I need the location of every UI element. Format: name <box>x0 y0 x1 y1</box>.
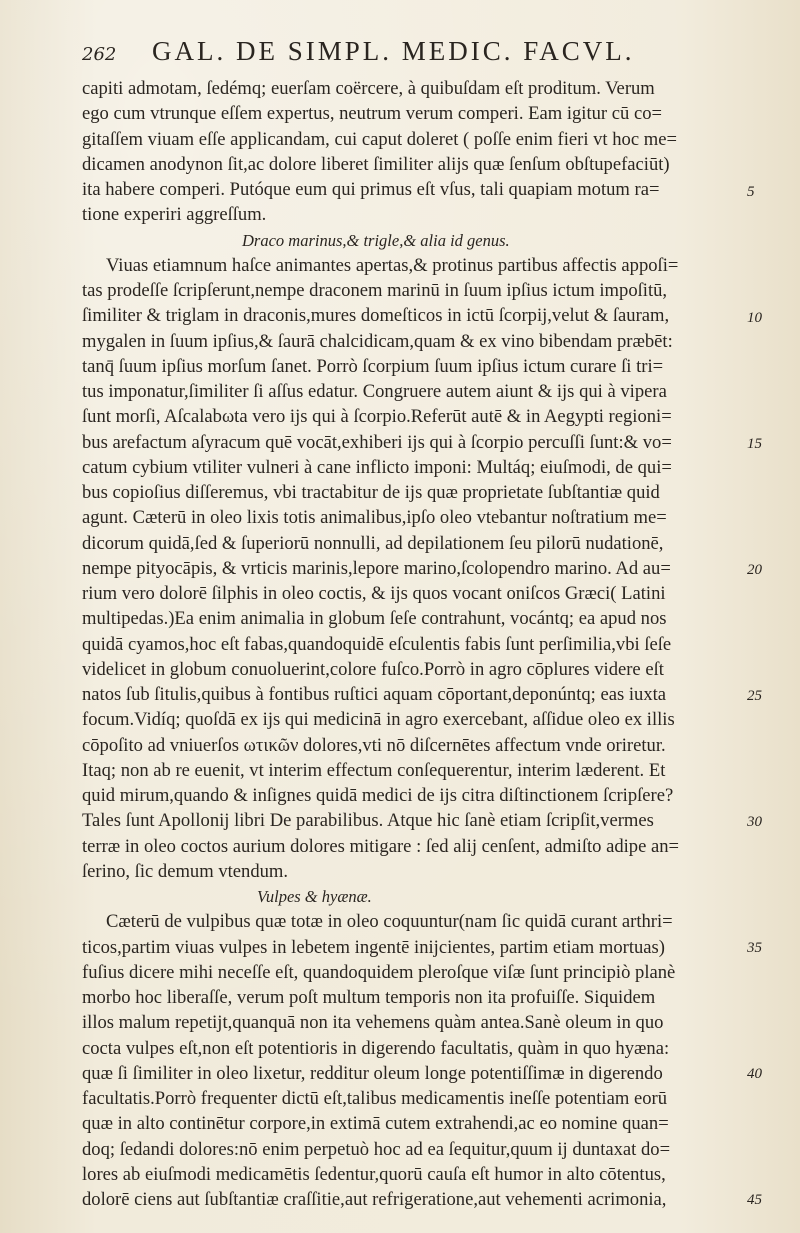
text-line: illos malum repetijt,quanquā non ita vehemens quàm antea.Sanè oleum in quo <box>82 1012 664 1034</box>
text-line: quæ in alto continētur corpore,in extimā cutem extrahendi,ac eo nomine quan= <box>82 1113 669 1135</box>
text-line: Viuas etiamnum haſce animantes apertas,& protinus partibus affectis appoſi= <box>106 254 679 276</box>
line-number: 30 <box>747 814 762 830</box>
page-number: 262 <box>82 44 117 65</box>
text-line: dicorum quidā,ſed & ſuperiorū nonnulli, ad depilationem ſeu pilorū nudationē, <box>82 532 664 554</box>
text-line: ſerino, ſic demum vtendum. <box>82 860 289 882</box>
text-line: videlicet in globum conuoluerint,colore fuſco.Porrò in agro cōplures videre eſt <box>82 658 664 680</box>
text-line: dicamen anodynon ſit,ac dolore liberet ſimiliter alijs quæ ſenſum obſtupefaciūt) <box>82 153 670 175</box>
text-line: bus copioſius diſſeremus, vbi tractabitur de ijs quæ proprietate ſubſtantiæ quid <box>82 482 660 503</box>
line-number: 35 <box>747 940 762 956</box>
text-line: terræ in oleo coctos aurium dolores mitigare : ſed alij cenſent, admiſto adipe an= <box>82 835 680 857</box>
text-line: catum cybium vtiliter vulneri à cane inflicto imponi: Multáq; eiuſmodi, de qui= <box>82 456 672 478</box>
text-line: fuſius dicere mihi neceſſe eſt, quandoquidem pleroſque viſæ ſunt principiò planè <box>82 961 676 983</box>
line-number: 10 <box>747 310 762 326</box>
text-line: Itaq; non ab re euenit, vt interim effectum conſequerentur, interim læderent. Et <box>82 759 666 781</box>
text-line: focum.Vidíq; quoſdā ex ijs qui medicinā in agro exercebant, aſſidue oleo ex illis <box>82 709 675 731</box>
text-line: multipedas.)Ea enim animalia in globum ſeſe contrahunt, vocántq; ea apud nos <box>82 608 667 630</box>
text-line: rium vero dolorē ſilphis in oleo coctis, & ijs quos vocant oniſcos Græci( Latini <box>82 583 666 604</box>
running-title: GAL. DE SIMPL. MEDIC. FACVL. <box>152 36 635 66</box>
text-line: capiti admotam, ſedémq; euerſam coërcere, à quibuſdam eſt proditum. Verum <box>82 78 655 99</box>
text-line: tus imponatur,ſimiliter ſi aſſus edatur. Congruere autem aiunt & ijs qui à vipera <box>82 381 667 402</box>
section-heading: Vulpes & hyænæ. <box>257 887 372 906</box>
line-number: 20 <box>747 562 762 578</box>
text-line: doq; ſedandi dolores:nō enim perpetuò hoc ad ea ſequitur,quum ij duntaxat do= <box>82 1138 671 1160</box>
text-line: ego cum vtrunque eſſem expertus, neutrum verum comperi. Eam igitur cū co= <box>82 103 663 125</box>
text-line: facultatis.Porrò frequenter dictū eſt,talibus medicamentis ineſſe potentiam eorū <box>82 1088 667 1109</box>
text-line: lores ab eiuſmodi medicamētis ſedentur,quorū cauſa eſt humor in alto cōtentus, <box>82 1163 666 1185</box>
running-head <box>82 36 682 68</box>
text-line: ticos,partim viuas vulpes in lebetem ingentē inijcientes, partim etiam mortuas) <box>82 936 665 958</box>
line-number: 25 <box>747 688 762 704</box>
text-line: quæ ſi ſimiliter in oleo lixetur, redditur oleum longe potentiſſimæ in digerendo <box>82 1062 663 1084</box>
line-number: 5 <box>747 184 755 200</box>
text-line: dolorē ciens aut ſubſtantiæ craſſitie,aut refrigeratione,aut vehementi acrimonia, <box>82 1189 667 1210</box>
text-line: ita habere comperi. Putóque eum qui primus eſt vſus, tali quapiam motum ra= <box>82 179 660 200</box>
text-line: gitaſſem viuam eſſe applicandam, cui caput doleret ( poſſe enim fieri vt hoc me= <box>82 128 677 150</box>
line-number: 15 <box>747 436 762 452</box>
line-number: 40 <box>747 1066 762 1082</box>
text-line: bus arefactum aſyracum quē vocāt,exhiberi ijs qui à ſcorpio percuſſi ſunt:& vo= <box>82 431 672 453</box>
text-line: ſunt morſi, Aſcalabωta vero ijs qui à ſcorpio.Referūt autē & in Aegypti regioni= <box>82 406 672 428</box>
text-line: tione experiri aggreſſum. <box>82 204 267 226</box>
section-heading: Draco marinus,& trigle,& alia id genus. <box>242 230 510 250</box>
text-line: quid mirum,quando & inſignes quidā medici de ijs citra diſtinctionem ſcripſere? <box>82 785 674 806</box>
line-number: 45 <box>747 1192 762 1208</box>
text-line: Tales ſunt Apollonij libri De parabilibus. Atque hic ſanè etiam ſcripſit,vermes <box>82 810 654 832</box>
text-line: tanq̄ ſuum ipſius morſum ſanet. Porrò ſcorpium ſuum ipſius ictum curare ſi tri= <box>82 355 664 377</box>
text-line: agunt. Cæterū in oleo lixis totis animalibus,ipſo oleo vtebantur noſtratium me= <box>82 507 667 529</box>
text-line: tas prodeſſe ſcripſerunt,nempe draconem marinū in ſuum ipſius ictum impoſitū, <box>82 280 668 301</box>
text-line: ſimiliter & triglam in draconis,mures domeſticos in ictū ſcorpij,velut & ſauram, <box>82 305 670 327</box>
text-line: quidā cyamos,hoc eſt fabas,quandoquidē eſculentis fabis ſunt perſimilia,vbi ſeſe <box>82 633 672 655</box>
text-line: nempe pityocāpis, & vrticis marinis,lepore marino,ſcolopendro marino. Ad au= <box>82 557 671 579</box>
text-line: natos ſub ſitulis,quibus à fontibus ruſtici aquam cōportant,deponúntq; eas iuxta <box>82 684 667 705</box>
text-line: mygalen in ſuum ipſius,& ſaurā chalcidicam,quam & ex vino bibendam præbēt: <box>82 330 673 352</box>
text-line: morbo hoc liberaſſe, verum poſt multum temporis non ita profuiſſe. Siquidem <box>82 987 656 1008</box>
text-line: cocta vulpes eſt,non eſt potentioris in digerendo facultatis, quàm in quo hyæna: <box>82 1037 670 1059</box>
text-line: Cæterū de vulpibus quæ totæ in oleo coquuntur(nam ſic quidā curant arthri= <box>106 911 673 933</box>
text-block <box>82 76 742 1212</box>
text-line: cōpoſito ad vniuerſos ωτικῶν dolores,vti nō diſcernētes affectum vnde oriretur. <box>82 734 666 756</box>
